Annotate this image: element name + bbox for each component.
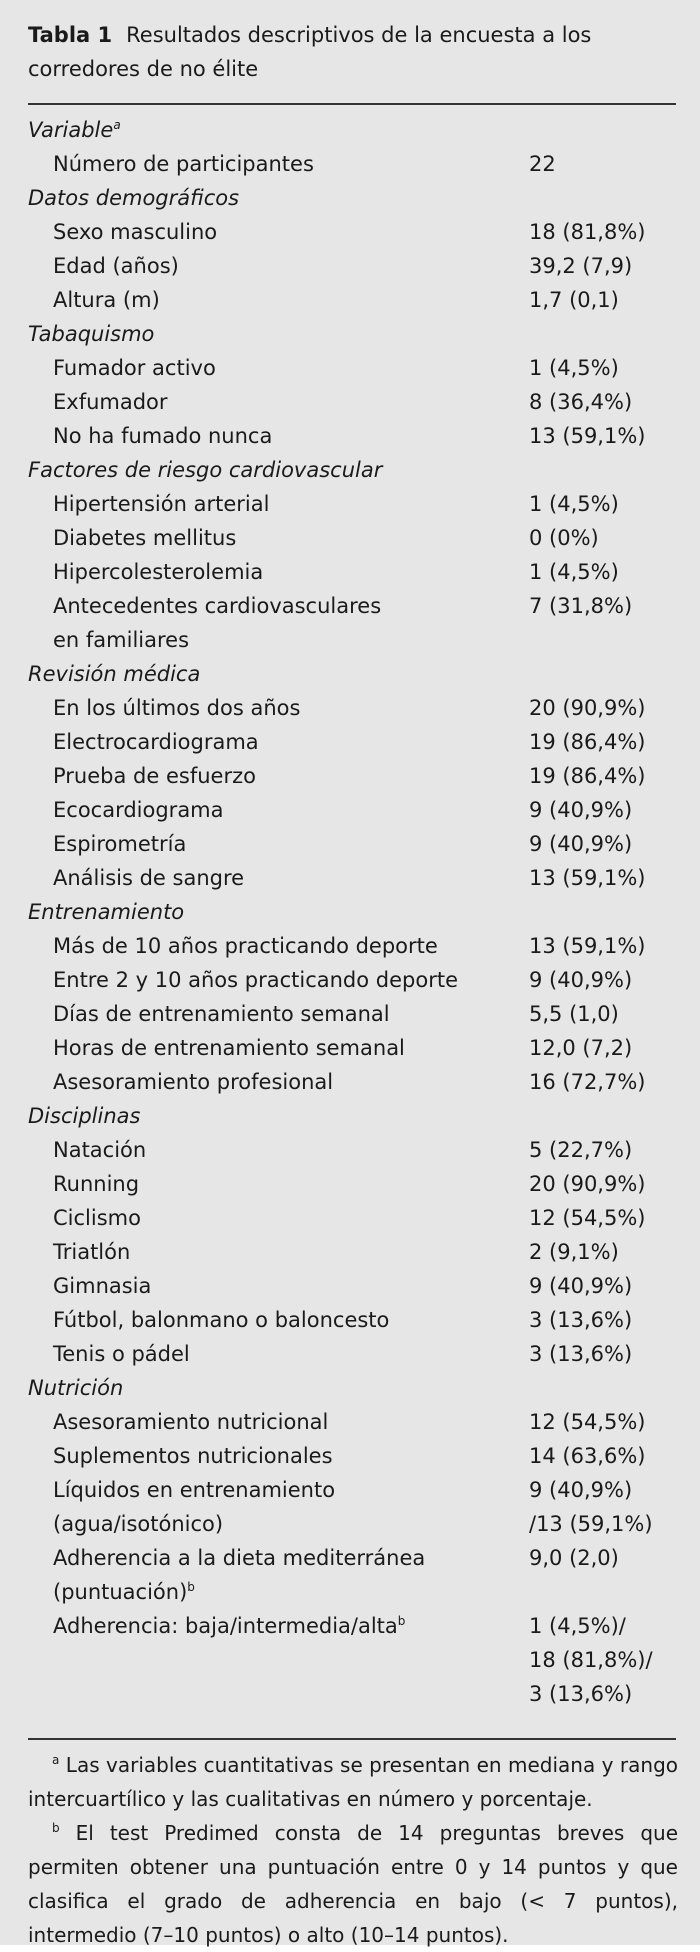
label-text: Revisión médica <box>28 662 201 686</box>
footnote-text: Las variables cuantitativas se presentan en mediana y rango intercuartílico y las cualitativas en número y porcentaje. <box>28 1753 678 1811</box>
table-row <box>0 1405 700 1439</box>
table-caption <box>28 18 678 86</box>
footnote <box>28 1748 678 1816</box>
label-text: Ecocardiograma <box>53 798 224 822</box>
table-row <box>0 929 700 963</box>
footnotes <box>28 1748 678 1952</box>
table-row <box>0 1031 700 1065</box>
label-text: Gimnasia <box>53 1274 152 1298</box>
category-row <box>0 113 700 147</box>
label-text: (agua/isotónico) <box>53 1512 224 1536</box>
value-cell: /13 (59,1%) <box>529 1512 653 1536</box>
value-cell: 39,2 (7,9) <box>529 254 633 278</box>
table-row <box>0 759 700 793</box>
variable-label <box>53 147 314 181</box>
variable-label <box>53 1303 389 1337</box>
label-text: Suplementos nutricionales <box>53 1444 333 1468</box>
variable-label <box>53 1065 333 1099</box>
value-cell: 3 (13,6%) <box>529 1308 633 1332</box>
variable-label <box>53 929 438 963</box>
value-cell: 18 (81,8%) <box>529 220 646 244</box>
variable-label <box>53 589 381 623</box>
variable-label <box>53 1473 335 1507</box>
label-text: Horas de entrenamiento semanal <box>53 1036 405 1060</box>
variable-label <box>53 963 458 997</box>
label-text: En los últimos dos años <box>53 696 301 720</box>
label-text: Sexo masculino <box>53 220 218 244</box>
table-row <box>0 1643 700 1677</box>
value-cell: 9,0 (2,0) <box>529 1546 619 1570</box>
footnote-marker: b <box>397 1614 406 1628</box>
label-text: (puntuación) <box>53 1580 188 1604</box>
label-text: Fumador activo <box>53 356 216 380</box>
value-cell: 12 (54,5%) <box>529 1410 646 1434</box>
value-cell: 2 (9,1%) <box>529 1240 619 1264</box>
variable-label <box>53 759 256 793</box>
value-cell: 1 (4,5%) <box>529 356 619 380</box>
table-row <box>0 589 700 623</box>
variable-label <box>53 1405 328 1439</box>
value-cell: 5 (22,7%) <box>529 1138 633 1162</box>
value-cell: 12 (54,5%) <box>529 1206 646 1230</box>
table-row <box>0 793 700 827</box>
value-cell: 16 (72,7%) <box>529 1070 646 1094</box>
table-row <box>0 1337 700 1371</box>
label-text: Número de participantes <box>53 152 314 176</box>
label-text: Tenis o pádel <box>53 1342 190 1366</box>
label-text: Fútbol, balonmano o baloncesto <box>53 1308 390 1332</box>
label-text: Nutrición <box>28 1376 124 1400</box>
value-cell: 13 (59,1%) <box>529 866 646 890</box>
table-row <box>0 1541 700 1575</box>
value-cell: 14 (63,6%) <box>529 1444 646 1468</box>
category-label <box>28 181 239 215</box>
variable-label <box>53 861 244 895</box>
label-text: Asesoramiento profesional <box>53 1070 334 1094</box>
label-text: Datos demográficos <box>28 186 240 210</box>
label-text: Asesoramiento nutricional <box>53 1410 329 1434</box>
variable-label <box>53 1507 223 1541</box>
table-row <box>0 283 700 317</box>
value-cell: 19 (86,4%) <box>529 764 646 788</box>
table-row <box>0 691 700 725</box>
category-row <box>0 1371 700 1405</box>
category-label <box>28 317 154 351</box>
table-row <box>0 1575 700 1609</box>
label-text: Adherencia a la dieta mediterránea <box>53 1546 426 1570</box>
label-text: Factores de riesgo cardiovascular <box>28 458 383 482</box>
value-cell: 19 (86,4%) <box>529 730 646 754</box>
variable-label <box>53 1269 151 1303</box>
category-row <box>0 657 700 691</box>
category-row <box>0 317 700 351</box>
variable-label <box>53 1541 425 1575</box>
label-text: Ciclismo <box>53 1206 141 1230</box>
value-cell: 9 (40,9%) <box>529 832 633 856</box>
value-cell: 20 (90,9%) <box>529 696 646 720</box>
value-cell: 1,7 (0,1) <box>529 288 619 312</box>
category-label <box>28 1099 140 1133</box>
category-row <box>0 181 700 215</box>
table-row <box>0 963 700 997</box>
label-text: No ha fumado nunca <box>53 424 273 448</box>
variable-label <box>53 555 263 589</box>
table-row <box>0 1133 700 1167</box>
variable-label <box>53 623 189 657</box>
table-row <box>0 1269 700 1303</box>
table-row <box>0 1473 700 1507</box>
value-cell: 12,0 (7,2) <box>529 1036 633 1060</box>
label-text: Altura (m) <box>53 288 160 312</box>
value-cell: 1 (4,5%)/ <box>529 1614 626 1638</box>
table-row <box>0 623 700 657</box>
label-text: Antecedentes cardiovasculares <box>53 594 382 618</box>
table-row <box>0 351 700 385</box>
variable-label <box>53 1337 190 1371</box>
label-text: Disciplinas <box>28 1104 141 1128</box>
table-row <box>0 215 700 249</box>
variable-label <box>53 1439 333 1473</box>
value-cell: 22 <box>529 152 556 176</box>
label-text: Tabaquismo <box>28 322 155 346</box>
variable-label <box>53 1201 141 1235</box>
table-body <box>0 113 700 1711</box>
label-text: Running <box>53 1172 140 1196</box>
value-cell: 9 (40,9%) <box>529 1478 633 1502</box>
value-cell: 13 (59,1%) <box>529 934 646 958</box>
top-rule <box>28 103 676 105</box>
variable-label <box>53 691 300 725</box>
table-number: Tabla 1 <box>28 23 113 47</box>
label-text: Electrocardiograma <box>53 730 259 754</box>
variable-label <box>53 385 168 419</box>
label-text: Variable <box>28 118 114 142</box>
table-row <box>0 1507 700 1541</box>
variable-label <box>53 1235 130 1269</box>
variable-label <box>53 521 236 555</box>
table-row <box>0 861 700 895</box>
value-cell: 9 (40,9%) <box>529 798 633 822</box>
value-cell: 20 (90,9%) <box>529 1172 646 1196</box>
variable-label <box>53 1575 195 1609</box>
table-row <box>0 1303 700 1337</box>
table-row <box>0 1201 700 1235</box>
category-row <box>0 453 700 487</box>
table-row <box>0 1677 700 1711</box>
table-title: Resultados descriptivos de la encuesta a los corredores de no élite <box>28 23 592 81</box>
label-text: en familiares <box>53 628 190 652</box>
value-cell: 1 (4,5%) <box>529 560 619 584</box>
footnote-marker: b <box>52 1821 60 1835</box>
variable-label <box>53 215 217 249</box>
footnote-text: El test Predimed consta de 14 preguntas breves que permiten obtener una puntuación entre 0 y 14 puntos y que clasifica el grado de adherencia en bajo (< 7 puntos), intermedio (7–10 puntos) o alto (10–14 puntos). <box>28 1821 678 1947</box>
footnote <box>28 1816 678 1952</box>
variable-label <box>53 487 269 521</box>
label-text: Espirometría <box>53 832 187 856</box>
table-row <box>0 1609 700 1643</box>
table-row <box>0 1439 700 1473</box>
table-row <box>0 827 700 861</box>
table-row <box>0 249 700 283</box>
label-text: Triatlón <box>53 1240 131 1264</box>
category-label <box>28 113 121 147</box>
table-row <box>0 1235 700 1269</box>
value-cell: 7 (31,8%) <box>529 594 633 618</box>
category-label <box>28 1371 123 1405</box>
variable-label <box>53 1133 146 1167</box>
label-text: Hipertensión arterial <box>53 492 270 516</box>
label-text: Hipercolesterolemia <box>53 560 264 584</box>
value-cell: 1 (4,5%) <box>529 492 619 516</box>
variable-label <box>53 1609 405 1643</box>
value-cell: 3 (13,6%) <box>529 1342 633 1366</box>
table-row <box>0 1065 700 1099</box>
label-text: Prueba de esfuerzo <box>53 764 256 788</box>
value-cell: 5,5 (1,0) <box>529 1002 619 1026</box>
label-text: Análisis de sangre <box>53 866 245 890</box>
label-text: Diabetes mellitus <box>53 526 237 550</box>
table-row <box>0 725 700 759</box>
variable-label <box>53 351 216 385</box>
table-row <box>0 385 700 419</box>
footnote-marker: a <box>113 118 121 132</box>
variable-label <box>53 1167 139 1201</box>
label-text: Días de entrenamiento semanal <box>53 1002 390 1026</box>
value-cell: 0 (0%) <box>529 526 599 550</box>
variable-label <box>53 725 259 759</box>
value-cell: 8 (36,4%) <box>529 390 633 414</box>
variable-label <box>53 793 224 827</box>
value-cell: 18 (81,8%)/ <box>529 1648 653 1672</box>
variable-label <box>53 283 160 317</box>
label-text: Adherencia: baja/intermedia/alta <box>53 1614 398 1638</box>
value-cell: 9 (40,9%) <box>529 968 633 992</box>
variable-label <box>53 249 179 283</box>
label-text: Edad (años) <box>53 254 179 278</box>
label-text: Más de 10 años practicando deporte <box>53 934 438 958</box>
value-cell: 9 (40,9%) <box>529 1274 633 1298</box>
table-row <box>0 997 700 1031</box>
table-row <box>0 147 700 181</box>
variable-label <box>53 1031 405 1065</box>
table-row <box>0 419 700 453</box>
variable-label <box>53 827 186 861</box>
label-text: Natación <box>53 1138 147 1162</box>
table-row <box>0 487 700 521</box>
table-row <box>0 521 700 555</box>
category-label <box>28 657 200 691</box>
variable-label <box>53 997 390 1031</box>
category-row <box>0 1099 700 1133</box>
category-label <box>28 453 382 487</box>
footnote-marker: b <box>187 1580 195 1594</box>
label-text: Líquidos en entrenamiento <box>53 1478 336 1502</box>
value-cell: 13 (59,1%) <box>529 424 646 448</box>
variable-label <box>53 419 272 453</box>
table-row <box>0 1167 700 1201</box>
label-text: Entre 2 y 10 años practicando deporte <box>53 968 458 992</box>
bottom-rule <box>28 1738 676 1740</box>
category-row <box>0 895 700 929</box>
table-row <box>0 555 700 589</box>
category-label <box>28 895 184 929</box>
label-text: Exfumador <box>53 390 168 414</box>
footnote-marker: a <box>52 1753 60 1767</box>
label-text: Entrenamiento <box>28 900 185 924</box>
value-cell: 3 (13,6%) <box>529 1682 633 1706</box>
